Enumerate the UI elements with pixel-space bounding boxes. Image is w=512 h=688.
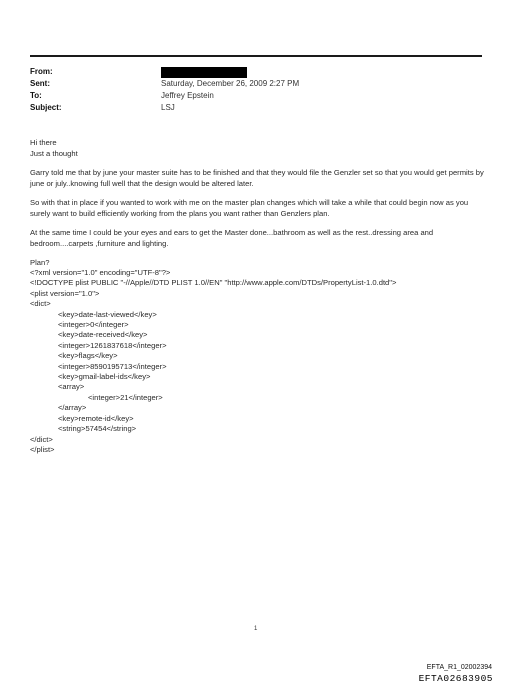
xml-line: <plist version="1.0">	[30, 288, 100, 298]
sent-label: Sent:	[30, 79, 50, 88]
xml-line: <key>date-last-viewed</key>	[58, 309, 157, 319]
header-rule	[30, 55, 482, 57]
bates-stamp-primary: EFTA_R1_02002394	[426, 664, 492, 671]
xml-line: </array>	[58, 403, 87, 413]
email-header	[30, 66, 299, 114]
paragraph-3: At the same time I could be your eyes and ears to get the Master done...bathroom as well as the rest..dressing area and bedroom....carpets ,furniture and lighting.	[30, 228, 434, 248]
xml-line: <integer>0</integer>	[58, 320, 129, 330]
xml-line: <!DOCTYPE plist PUBLIC "-//Apple//DTD PLIST 1.0//EN" "http://www.apple.com/DTDs/PropertyList-1.0.dtd">	[30, 278, 397, 288]
xml-line: <integer>8590195713</integer>	[58, 361, 167, 371]
xml-line: <integer>1261837618</integer>	[58, 340, 167, 350]
paragraph-2: So with that in place if you wanted to work with me on the master plan changes which will take a while that could begin now as you surely want to build efficiently working from the plans you want rather than Genzlers plan.	[30, 198, 469, 218]
paragraph-1: Garry told me that by june your master suite has to be finished and that they would file the Genzler set so that you would get permits by june or july..knowing full well that the design would be altered later.	[30, 168, 484, 188]
xml-line: <key>gmail-label-ids</key>	[58, 372, 151, 382]
xml-line: </plist>	[30, 444, 55, 454]
subject-label: Subject:	[30, 103, 62, 112]
from-label: From:	[30, 67, 53, 76]
sent-value: Saturday, December 26, 2009 2:27 PM	[161, 79, 300, 88]
xml-line: <?xml version="1.0" encoding="UTF-8"?>	[30, 268, 171, 277]
xml-line: <string>57454</string>	[58, 424, 137, 434]
xml-line: <array>	[58, 382, 85, 392]
subject-value: LSJ	[161, 103, 175, 112]
page-number: 1	[254, 626, 258, 632]
xml-line: <key>date-received</key>	[58, 330, 148, 340]
xml-line: <key>flags</key>	[58, 351, 118, 361]
xml-line: <integer>21</integer>	[88, 392, 163, 402]
plan-line: Plan?	[30, 258, 50, 267]
greeting: Hi there	[30, 138, 57, 147]
xml-line: </dict>	[30, 434, 53, 444]
xml-line: <key>remote-id</key>	[58, 413, 134, 423]
xml-line: <dict>	[30, 299, 51, 309]
to-label: To:	[30, 91, 42, 100]
to-value: Jeffrey Epstein	[161, 91, 214, 100]
greeting-line-2: Just a thought	[30, 149, 78, 158]
email-body	[30, 137, 490, 455]
redaction-bar	[161, 67, 247, 78]
bates-stamp-secondary: EFTA02683905	[418, 673, 493, 684]
